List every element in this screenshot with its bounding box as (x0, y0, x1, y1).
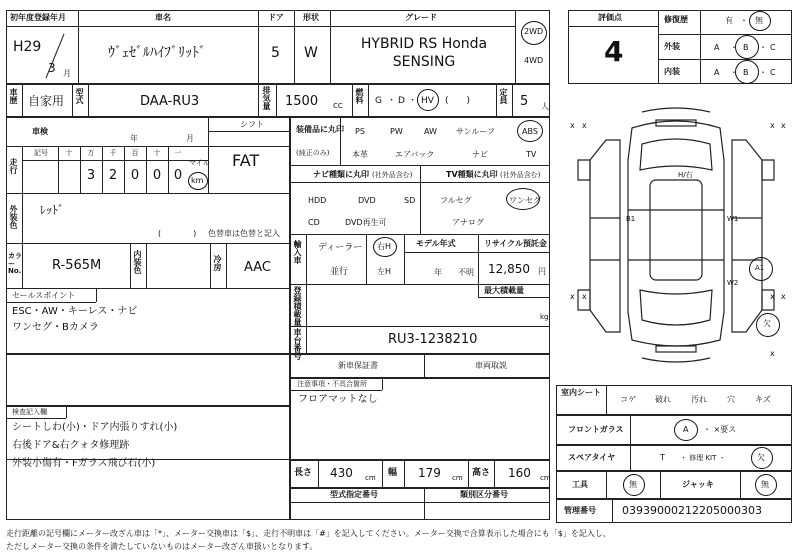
width-unit: cm (452, 474, 463, 482)
diagram-label-missing: 欠 (763, 319, 771, 328)
vehicle-manual: 車両取説 (475, 361, 507, 370)
model-year-label: モデル年式 (416, 239, 456, 248)
tv-title: TV種類に丸印 (446, 170, 498, 179)
equip-navi: ナビ (472, 150, 488, 159)
shaken-label: 車検 (32, 127, 48, 136)
class-label: 類別区分番号 (460, 490, 508, 499)
seat-yogore: 汚れ (691, 395, 707, 404)
diagram-x-mark: x (570, 121, 575, 130)
inspection-note-1: シートしわ(小)・ドア内張りすれ(小) (12, 422, 178, 433)
fuel-label: 燃料 (355, 88, 364, 104)
fuel-g: G (375, 96, 382, 106)
mileage-digit-4: 0 (152, 168, 162, 183)
selling-empty (6, 354, 290, 406)
import-parallel: 並行 (330, 267, 349, 277)
door-label: ドア (268, 13, 284, 22)
max-load-label: 最大積載量 (484, 286, 524, 295)
interior-b: B (743, 68, 749, 77)
length-unit: cm (365, 474, 376, 482)
color-label: 外装色 (9, 205, 18, 229)
interior-c: C (770, 68, 776, 77)
warranty-row (290, 354, 550, 378)
color-note: 色替車は色替と記入 (208, 229, 280, 238)
fuel-d: D (398, 96, 405, 106)
door-value: 5 (271, 45, 280, 61)
navi-sub: (社外品含む) (372, 171, 413, 179)
mileage-digit-1: 3 (86, 168, 96, 183)
drive-2wd: 2WD (524, 27, 544, 36)
mileage-header-1: 十 (65, 149, 73, 157)
use-value: 自家用 (28, 94, 65, 108)
tv-oneseg: ワンセグ (509, 196, 541, 205)
seat-ana: 穴 (727, 395, 735, 404)
spare-tire-label: スペアタイヤ (568, 453, 616, 462)
navi-cd: CD (308, 218, 320, 227)
diagram-x-mark: x (770, 121, 775, 130)
exterior-c: C (770, 43, 776, 52)
front-glass-a: A (683, 425, 689, 434)
diagram-label-w2: W2 (727, 279, 739, 287)
type-label: 型式 (75, 88, 84, 104)
mileage-digit-5: 0 (173, 168, 183, 183)
management-label: 管理番号 (564, 506, 596, 515)
equip-ps: PS (355, 127, 365, 136)
type-value: DAA-RU3 (140, 94, 200, 109)
capacity-unit: 人 (541, 102, 549, 111)
selling-point-1: ESC・AW・キーレス・ナビ (12, 306, 138, 317)
navi-dvd-play: DVD再生可 (345, 218, 387, 227)
mileage-header-2: 万 (87, 149, 95, 157)
equip-pw: PW (390, 127, 403, 136)
ac-value: AAC (244, 260, 271, 275)
fuel-paren: ( ) (445, 96, 471, 106)
color-code-value: R-565M (52, 258, 102, 273)
model-year-unknown: 不明 (458, 268, 474, 277)
displacement-unit: CC (333, 102, 343, 110)
model-label: 車名 (155, 13, 171, 22)
exterior-label: 外装 (664, 42, 680, 51)
type-designation-label: 型式指定番号 (330, 490, 378, 499)
mileage-unit-mile: マイル (189, 159, 210, 167)
interior-color-label: 内装色 (133, 250, 142, 274)
spare-tire-missing: 欠 (757, 453, 765, 462)
designation-row (290, 488, 550, 520)
tv-analog: アナログ (452, 218, 484, 227)
import-right-h: 右H (377, 242, 392, 251)
management-value: 03939000212205000303 (622, 504, 762, 517)
auction-sheet: 初年度登録年月 車名 ドア 形状 グレード H29 3 月 ｳﾞｪｾﾞﾙﾊｲﾌﾞﾘｯﾄﾞ 5 W HYBRID RS Honda SENSING 2WD 4WD 車歴 自家用 型式 DAA-RU3 排気量 1500 CC 燃料 G ・ D ・ HV ( ) 定員 5 人 車検 年 月 シフト FAT 走行 記号 十 万 千 百 十 一 3 2 0 0 0 マイル km 外装色 ﾚｯﾄﾞ ( ) 色替車は色替と記入 カラーNo. R-565M 内装色 冷房 AAC セールスポイント ESC・AW・キーレス・ナビ ワンセグ・Bカメラ 装備品に丸印 (純正のみ) PS PW AW サンルーフ ABS 本革 エアバック ナビ TV ナビ種類に丸印 (社外品含む) TV種類に丸印 (社外品含む) HDD DVD SD CD DVD再生可 フルセグ ワンセグ アナログ 輸入車 ディーラー 並行 右H 左H モデル年式 年 不明 リサイクル預託金 12,850 円 登録積載量 最大積載量 kg 車台番号 RU3-1238210 新車保証書 車両取説 注意事項・不具合箇所 フロアマットなし 検査記入欄 シートしわ(小)・ドア内張りすれ(小) 右後ドア&右クォタ修理跡 外装小傷有・Fガラス飛び石(小) 長さ 430 cm 幅 179 cm 高さ 160 cm 型式指定番号 類別区分番号 評価点 4 修復歴 有 ・ 無 外装 A ・ B ・ C 内装 A ・ B ・ C x x x x x x x x x H/右 B1 W1 A1 W2 欠 室内シート コゲ 破れ 汚れ 穴 キズ フロントガラス A ・ ×要ス スペアタイヤ T ・ 修理 KIT ・ 欠 工具 無 ジャッキ 無 管理番号 03939000212205000303 走行距離の記号欄にメーター改ざん車は「*」、メーター交換車は「$」、走行不明車は「#」を記入してください。メーター交換で合算表示した場合にも「$」を記入し、 ただしメーター交換の条件を満たしていないものはメーター改ざん車扱いとなります。 (0, 0, 800, 557)
reg-month-unit: 月 (63, 69, 71, 78)
exterior-b: B (743, 43, 749, 52)
repair-yes: 有 (725, 16, 733, 25)
jack-value: 無 (761, 480, 769, 489)
navi-title: ナビ種類に丸印 (313, 170, 369, 179)
footer-line1: 走行距離の記号欄にメーター改ざん車は「*」、メーター交換車は「$」、走行不明車は「#」を記入してください。メーター交換で合算表示した場合にも「$」を記入し、 (6, 529, 611, 538)
tools-value: 無 (629, 480, 637, 489)
diagram-x-mark: x (770, 292, 775, 301)
recycle-unit: 円 (538, 267, 546, 276)
displacement-value: 1500 (285, 94, 319, 109)
reg-label: 初年度登録年月 (10, 13, 66, 22)
equip-leather: 本革 (352, 150, 368, 159)
tv-fullseg: フルセグ (440, 196, 472, 205)
color-value: ﾚｯﾄﾞ (40, 203, 65, 217)
diagram-x-mark: x (781, 292, 786, 301)
import-dealer: ディーラー (318, 243, 363, 253)
shaken-month-unit: 月 (186, 134, 194, 143)
interior-label: 内装 (664, 67, 680, 76)
navi-hdd: HDD (308, 196, 327, 205)
tv-sub: (社外品含む) (500, 171, 541, 179)
shift-value: FAT (232, 151, 260, 170)
reg-era-year: H29 (13, 39, 42, 55)
chassis-value: RU3-1238210 (388, 332, 478, 347)
diagram-label-w1: W1 (727, 215, 739, 223)
use-label: 車歴 (9, 88, 18, 104)
diagram-x-mark: x (582, 292, 587, 301)
mileage-digit-2: 2 (108, 168, 118, 183)
diagram-label-h-right: H/右 (678, 171, 693, 179)
fuel-hv: HV (421, 96, 434, 106)
grade-label: グレード (405, 13, 437, 22)
equip-subtitle: (純正のみ) (296, 149, 330, 157)
equip-title: 装備品に丸印 (296, 125, 344, 134)
reg-month: 3 (48, 61, 56, 75)
max-load-unit: kg (540, 313, 549, 321)
import-label: 輸入車 (293, 240, 302, 264)
model-year-unit: 年 (434, 268, 442, 277)
diagram-x-mark: x (582, 121, 587, 130)
equip-sunroof: サンルーフ (456, 127, 495, 136)
repair-no: 無 (755, 16, 763, 25)
recycle-value: 12,850 (488, 262, 530, 276)
width-value: 179 (418, 466, 441, 480)
length-label: 長さ (294, 468, 313, 478)
diagram-x-mark: x (781, 121, 786, 130)
mileage-header-3: 千 (109, 149, 117, 157)
color-code-label: カラーNo. (8, 252, 22, 276)
interior-a: A (714, 68, 720, 77)
spare-tire-kit: ・ 修理 KIT ・ (680, 454, 726, 462)
seat-yabure: 破れ (655, 395, 671, 404)
height-unit: cm (540, 474, 551, 482)
diagram-label-a1: A1 (755, 264, 765, 272)
mileage-unit-km: km (191, 176, 204, 185)
score-value: 4 (604, 35, 624, 68)
chassis-label: 車台番号 (293, 328, 302, 360)
equip-tv: TV (526, 150, 537, 159)
height-value: 160 (508, 466, 531, 480)
shift-label: シフト (240, 120, 264, 129)
displacement-label: 排気量 (262, 86, 271, 110)
notes-label: 注意事項・不具合箇所 (297, 380, 367, 388)
inspection-note-2: 右後ドア&右クォタ修理跡 (12, 440, 130, 451)
exterior-a: A (714, 43, 720, 52)
mileage-label: 走行 (9, 158, 18, 174)
shape-label: 形状 (303, 13, 319, 22)
score-label: 評価点 (598, 13, 622, 22)
height-label: 高さ (472, 468, 491, 478)
mileage-header-5: 十 (153, 149, 161, 157)
selling-points-label: セールスポイント (12, 291, 76, 300)
inspection-notes-lower (6, 460, 290, 520)
spare-tire-t: T (660, 453, 665, 462)
selling-point-2: ワンセグ・Bカメラ (12, 322, 99, 333)
import-left-h: 左H (377, 267, 392, 276)
diagram-label-b1: B1 (626, 215, 636, 223)
grade-line1: HYBRID RS Honda (360, 36, 488, 52)
drive-4wd: 4WD (524, 56, 544, 65)
jack-label: ジャッキ (682, 480, 714, 489)
mileage-header-0: 記号 (34, 149, 48, 157)
width-label: 幅 (388, 468, 398, 478)
inspection-note-3: 外装小傷有・Fガラス飛び石(小) (12, 458, 156, 469)
mileage-header-6: 一 (174, 149, 182, 157)
inspection-notes-box (6, 406, 290, 460)
tools-label: 工具 (572, 480, 588, 489)
model-name: ｳﾞｪｾﾞﾙﾊｲﾌﾞﾘｯﾄﾞ (108, 45, 206, 61)
front-glass-x: ・ ×要ス (703, 425, 737, 434)
new-car-warranty: 新車保証書 (338, 361, 378, 370)
load-label: 登録積載量 (293, 286, 302, 326)
inspection-notes-label: 検査記入欄 (12, 408, 47, 416)
ac-label: 冷房 (213, 255, 222, 271)
shaken-year-unit: 年 (130, 134, 138, 143)
diagram-x-mark: x (770, 349, 775, 358)
notes-value: フロアマットなし (298, 394, 378, 405)
equip-airbag: エアバック (395, 150, 435, 159)
footer-line2: ただしメーター交換の条件を満たしていないものはメーター改ざん車扱いとなります。 (6, 542, 318, 551)
seat-kizu: キズ (755, 395, 771, 404)
color-note-paren: ( ) (158, 229, 197, 238)
recycle-label: リサイクル預託金 (484, 239, 547, 248)
grade-line2: SENSING (392, 54, 456, 70)
diagram-x-mark: x (570, 292, 575, 301)
navi-sd: SD (404, 196, 416, 205)
capacity-value: 5 (520, 94, 529, 109)
mileage-digit-3: 0 (130, 168, 140, 183)
equip-aw: AW (424, 127, 437, 136)
length-value: 430 (330, 466, 353, 480)
front-glass-label: フロントガラス (568, 425, 624, 434)
mileage-header-4: 百 (131, 149, 139, 157)
capacity-label: 定員 (499, 88, 508, 104)
seat-koge: コゲ (620, 395, 636, 404)
repair-label: 修復歴 (664, 15, 688, 24)
interior-seat-label: 室内シート (561, 388, 601, 397)
navi-dvd: DVD (358, 196, 376, 205)
equip-abs: ABS (522, 127, 538, 136)
shape-value: W (304, 45, 318, 61)
